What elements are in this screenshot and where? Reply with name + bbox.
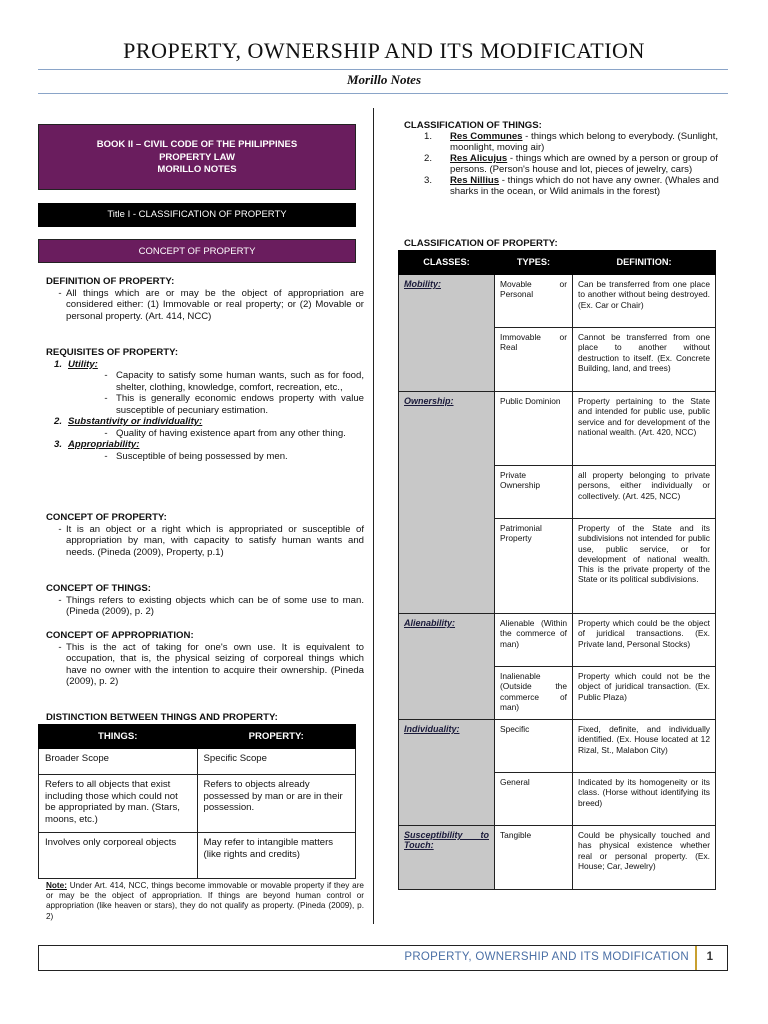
list-number: 3. <box>54 439 63 450</box>
section-text: It is an object or a right which is appropriated or susceptible of appropriation by man, with capacity to satisfy human wants and needs. (Pineda (2009), Property, p.1) <box>66 523 364 558</box>
section-heading: REQUISITES OF PROPERTY: <box>46 347 179 358</box>
page-title: PROPERTY, OWNERSHIP AND ITS MODIFICATION <box>123 38 645 63</box>
book-banner-line: PROPERTY LAW <box>159 151 235 163</box>
table-row <box>399 275 716 328</box>
table-header-row <box>399 251 716 275</box>
dash-bullet: - <box>104 427 108 439</box>
type-cell: Public Dominion <box>495 392 573 466</box>
list-subtext: Quality of having existence apart from any other thing. <box>116 427 346 439</box>
type-cell: Tangible <box>495 826 573 890</box>
section-text: This is the act of taking for one's own use. It is equivalent to occupation, that is, the physical seizing of corporeal things which have no owner with the intention to acquire their ownership. (Pineda (2009), p. 2) <box>66 641 364 687</box>
concept-property-section <box>46 512 364 558</box>
distinction-section <box>46 712 364 724</box>
table-row <box>39 775 356 833</box>
list-item <box>404 131 724 153</box>
requisites-section <box>46 347 364 462</box>
section-heading: CLASSIFICATION OF THINGS: <box>404 120 542 131</box>
definition-cell: Could be physically touched and has physical existence whether real or personal property. (Ex. House; Car, Jewelry) <box>573 826 716 890</box>
property-classification-heading-wrap <box>404 238 724 249</box>
table-cell: Broader Scope <box>39 749 198 775</box>
book-banner-line: MORILLO NOTES <box>157 164 237 175</box>
section-heading: CONCEPT OF PROPERTY: <box>46 512 167 523</box>
column-divider <box>373 108 374 924</box>
list-number: 2. <box>424 153 433 164</box>
table-cell: Involves only corporeal objects <box>39 833 198 879</box>
dash-bullet: - <box>104 393 108 404</box>
table-row <box>39 749 356 775</box>
table-header: CLASSES: <box>399 251 495 275</box>
definition-cell: Cannot be transferred from one place to another without destruction to itself. (Ex. Concrete Building, land, and trees) <box>573 328 716 392</box>
type-cell: Private Ownership <box>495 466 573 519</box>
definition-section <box>46 276 364 322</box>
table-header: DEFINITION: <box>573 251 716 275</box>
title-banner: Title I - CLASSIFICATION OF PROPERTY <box>38 203 356 227</box>
table-row <box>39 833 356 879</box>
dash-bullet: - <box>58 641 62 653</box>
concept-things-section <box>46 583 364 618</box>
class-cell: Alienability: <box>399 614 495 720</box>
section-heading: DISTINCTION BETWEEN THINGS AND PROPERTY: <box>46 712 278 723</box>
dash-bullet: - <box>104 450 108 462</box>
definition-cell: Property of the State and its subdivisions not intended for public use, public service, or for development of national wealth. This is the private property of the State or its political subdivisions. <box>573 519 716 614</box>
definition-cell: Property which could be the object of juridical transactions. (Ex. Private land, Personal Stocks) <box>573 614 716 667</box>
definition-cell: all property belonging to private persons, either individually or collectively. (Art. 425, NCC) <box>573 466 716 519</box>
type-cell: Specific <box>495 720 573 773</box>
things-property-table <box>38 724 356 879</box>
term-text: - things which are owned by a person or group of persons. (Person's house and lot, pieces of jewelry, cars) <box>450 153 718 175</box>
dash-bullet: - <box>58 287 62 299</box>
note-paragraph <box>46 881 364 922</box>
note-text: Under Art. 414, NCC, things become immovable or movable property if they are or may be the object of appropriation. If things are beyond human control or appropriation (like heaven or stars), they do not qualify as property. (Pineda (2009), p. 2) <box>46 881 364 921</box>
type-cell: Immovable or Real <box>495 328 573 392</box>
list-number: 2. <box>54 416 63 427</box>
table-row <box>399 614 716 667</box>
list-item <box>404 175 724 197</box>
dash-bullet: - <box>104 370 108 381</box>
definition-cell: Indicated by its homogeneity or its class. (Horse without identifying its breed) <box>573 773 716 826</box>
footer-title: PROPERTY, OWNERSHIP AND ITS MODIFICATION <box>404 951 689 963</box>
list-subtext: This is generally economic endows property with value susceptible of pecuniary estimation. <box>116 393 364 416</box>
concept-appropriation-section <box>46 630 364 688</box>
page-subtitle: Morillo Notes <box>346 72 422 87</box>
list-number: 1. <box>424 131 433 142</box>
page-footer <box>38 945 728 971</box>
definition-cell: Property pertaining to the State and intended for public use, public service and for development of the national wealth. (Art. 420, NCC) <box>573 392 716 466</box>
note-label: Note: <box>46 881 67 890</box>
type-cell: Movable or Personal <box>495 275 573 328</box>
list-subtext: Susceptible of being possessed by men. <box>116 450 288 462</box>
definition-cell: Property which could not be the object of juridical transaction. (Ex. Public Plaza) <box>573 667 716 720</box>
class-cell: Mobility: <box>399 275 495 392</box>
list-label: Substantivity or individuality: <box>68 416 203 427</box>
book-banner <box>38 124 356 190</box>
dash-bullet: - <box>58 523 62 535</box>
dash-bullet: - <box>58 594 62 606</box>
term-text: - things which do not have any owner. (Whales and sharks in the ocean, or Wild animals in the forest) <box>450 175 719 197</box>
type-cell: Patrimonial Property <box>495 519 573 614</box>
term-label: Res Communes <box>450 131 523 142</box>
type-cell: Alienable (Within the commerce of man) <box>495 614 573 667</box>
concept-banner: CONCEPT OF PROPERTY <box>38 239 356 263</box>
table-header-row <box>39 725 356 749</box>
table-row <box>399 392 716 466</box>
list-number: 1. <box>54 358 63 370</box>
footer-separator <box>695 946 697 970</box>
subtitle-rule <box>38 93 728 94</box>
term-label: Res Nillius <box>450 175 500 186</box>
table-cell: May refer to intangible matters (like rights and credits) <box>197 833 356 879</box>
table-row <box>399 826 716 890</box>
section-heading: CONCEPT OF APPROPRIATION: <box>46 630 194 641</box>
class-cell: Ownership: <box>399 392 495 614</box>
table-header: THINGS: <box>39 725 198 749</box>
definition-cell: Fixed, definite, and individually identified. (Ex. House located at 12 Rizal, St., Malabon City) <box>573 720 716 773</box>
things-classification-section <box>404 120 724 197</box>
table-header: PROPERTY: <box>197 725 356 749</box>
title-rule <box>38 69 728 70</box>
table-cell: Refers to objects already possessed by man or are in their possession. <box>197 775 356 833</box>
term-label: Res Alicujus <box>450 153 508 164</box>
list-item <box>404 153 724 175</box>
table-cell: Refers to all objects that exist including those which could not be appropriated by man. (Stars, moons, etc.) <box>39 775 198 833</box>
section-heading: CONCEPT OF THINGS: <box>46 583 151 594</box>
page-number: 1 <box>706 951 713 963</box>
book-banner-line: BOOK II – CIVIL CODE OF THE PHILIPPINES <box>96 139 298 150</box>
type-cell: General <box>495 773 573 826</box>
section-heading: DEFINITION OF PROPERTY: <box>46 276 175 287</box>
term-text: - things which belong to everybody. (Sunlight, moonlight, moving air) <box>450 131 719 153</box>
type-cell: Inalienable (Outside the commerce of man) <box>495 667 573 720</box>
class-cell: Individuality: <box>399 720 495 826</box>
definition-cell: Can be transferred from one place to another without being destroyed. (Ex. Car or Chair) <box>573 275 716 328</box>
section-text: All things which are or may be the object of appropriation are considered either: (1) Immovable or real property; or (2) Movable or personal property. (Art. 414, NCC) <box>66 287 364 322</box>
list-subtext: Capacity to satisfy some human wants, such as for food, shelter, clothing, knowledge, comfort, recreation, etc., <box>116 370 364 393</box>
table-cell: Specific Scope <box>197 749 356 775</box>
table-header: TYPES: <box>495 251 573 275</box>
section-text: Things refers to existing objects which can be of some use to man. (Pineda (2009), p. 2) <box>66 594 364 617</box>
list-label: Appropriability: <box>68 439 140 450</box>
property-classification-table <box>398 250 716 890</box>
class-cell: Susceptibility to Touch: <box>399 826 495 890</box>
table-row <box>399 720 716 773</box>
list-label: Utility: <box>68 358 98 370</box>
section-heading: CLASSIFICATION OF PROPERTY: <box>404 238 558 249</box>
list-number: 3. <box>424 175 433 186</box>
